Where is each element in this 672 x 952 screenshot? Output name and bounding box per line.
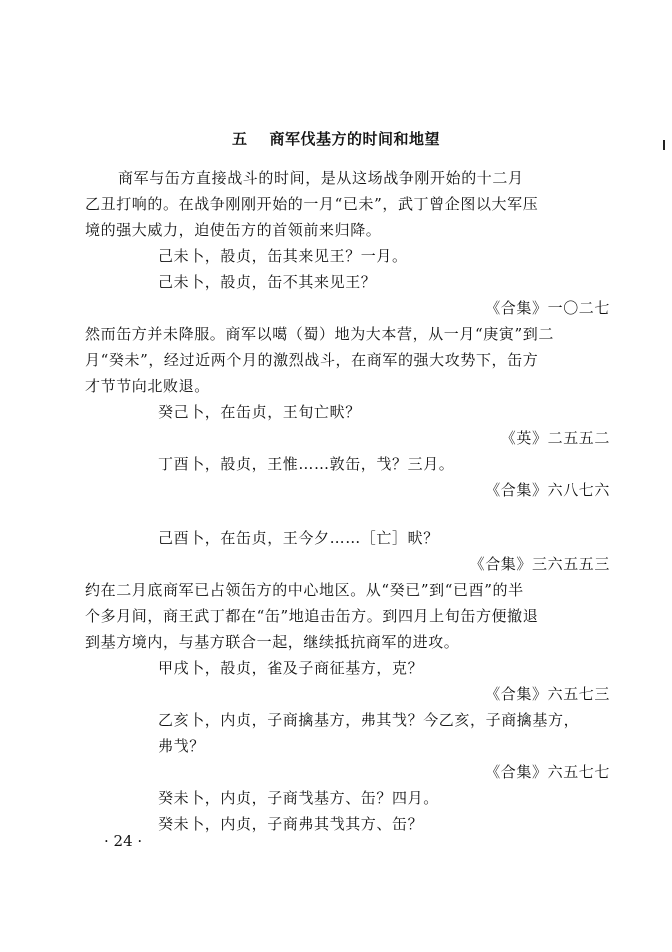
body-line: 乙丑打响的。在战争刚刚开始的一月“已未”，武丁曾企图以大军压 (85, 195, 539, 213)
section-title-text: 商军伐基方的时间和地望 (269, 130, 441, 148)
body-line: 个多月间，商王武丁都在“缶”地追击缶方。到四月上旬缶方便撤退 (85, 607, 539, 625)
source-citation: 《合集》三六五五三 (469, 555, 610, 573)
oracle-inscription: 己酉卜，在缶贞，王今夕……［亡］畎？ (158, 529, 439, 547)
source-citation: 《合集》六八七六 (485, 481, 610, 499)
source-citation: 《合集》六五七三 (485, 685, 610, 703)
body-line: 才节节向北败退。 (85, 377, 210, 395)
body-line: 月“癸未”，经过近两个月的激烈战斗，在商军的强大攻势下，缶方 (85, 351, 539, 369)
oracle-inscription: 己未卜，㱿贞，缶其来见王？一月。 (158, 247, 408, 265)
oracle-inscription: 弗𢦏？ (158, 737, 205, 755)
body-line: 然而缶方并未降服。商军以噶（蜀）地为大本营，从一月“庚寅”到二 (85, 325, 554, 343)
section-number: 五 (231, 130, 248, 148)
body-line: 境的强大威力，迫使缶方的首领前来归降。 (85, 221, 382, 239)
body-line: 约在二月底商军已占领缶方的中心地区。从“癸已”到“已酉”的半 (85, 581, 524, 599)
source-citation: 《英》二五五二 (500, 429, 610, 447)
body-line: 商军与缶方直接战斗的时间，是从这场战争刚开始的十二月 (118, 169, 524, 187)
source-citation: 《合集》六五七七 (485, 763, 610, 781)
oracle-inscription: 癸未卜，内贞，子商𢦏基方、缶？四月。 (158, 789, 439, 807)
section-title (0, 128, 672, 149)
body-line: 到基方境内，与基方联合一起，继续抵抗商军的进攻。 (85, 633, 460, 651)
source-citation: 《合集》一〇二七 (485, 299, 610, 317)
scan-edge-mark (663, 140, 665, 150)
oracle-inscription: 甲戌卜，㱿贞，雀及子商征基方，克？ (158, 659, 424, 677)
oracle-inscription: 己未卜，㱿贞，缶不其来见王？ (158, 273, 377, 291)
page-number: · 24 · (104, 832, 143, 850)
oracle-inscription: 癸己卜，在缶贞，王旬亡畎？ (158, 403, 361, 421)
oracle-inscription: 丁酉卜，㱿贞，王惟……敦缶，𢦏？三月。 (158, 455, 455, 473)
oracle-inscription: 乙亥卜，内贞，子商擒基方，弗其𢦏？今乙亥，子商擒基方， (158, 711, 580, 729)
oracle-inscription: 癸未卜，内贞，子商弗其𢦏其方、缶？ (158, 815, 424, 833)
